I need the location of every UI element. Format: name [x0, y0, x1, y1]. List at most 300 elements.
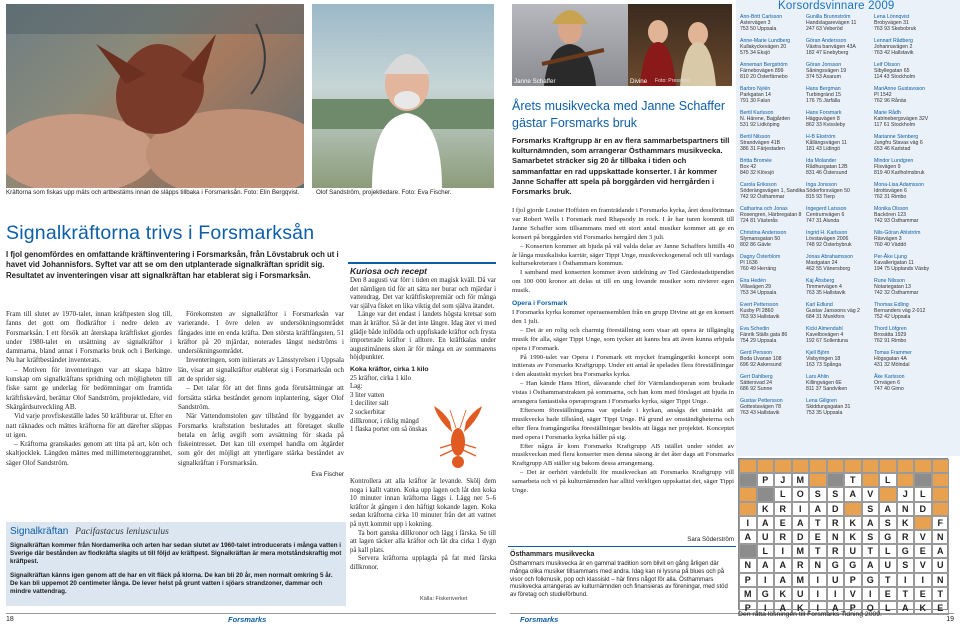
- winner-name: Lena Lönnqvist: [874, 14, 910, 20]
- crossword-cell: G: [844, 558, 862, 572]
- winner-name: Gerd Persson: [740, 350, 773, 356]
- paragraph: – Motiven för inventeringen var att skapa bättre kunskap om signalkräftans spridning och möjligheten till fiske samt ge underlag för bedömningar om framtida kräftfiskevård, berättar Olof Sandström, projektledare, vid Skärgårdsutveckling AB.: [6, 365, 172, 411]
- crossword-cell: O: [862, 601, 880, 615]
- crossword-cell: E: [914, 587, 932, 601]
- winner-city: 753 34 Uppsala: [740, 290, 777, 297]
- ingredient: 1 flaska porter om så önskas: [350, 426, 428, 434]
- paragraph: – Han kände Hans Hiort, dåvarande chef för Värmlandsoperan som brukade vistas i Östhammarstrakten på sommarna, och han kom med förslaget att bjuda in arrangera fantastiska operaprogram i Forsmarks kyrka, säger Tippi Unge.: [512, 380, 734, 406]
- crossword-cell: I: [792, 502, 810, 516]
- crossword-cell: I: [774, 544, 792, 558]
- winner-addr: Backören 123: [874, 212, 907, 219]
- fact-box-title-text: Signalkräftan: [10, 526, 69, 537]
- crossword-cell: A: [774, 573, 792, 587]
- crossword-cell: A: [774, 601, 792, 615]
- portrait-photo: [312, 4, 494, 188]
- winner-addr: Notariegatan 13: [874, 284, 911, 291]
- winner-addr: Timmervägen 4: [806, 284, 842, 291]
- crossword-cell: [897, 473, 915, 487]
- crossword-cell: R: [827, 516, 845, 530]
- winner-addr: Rådhusgatan 12B: [806, 164, 848, 171]
- crossword-cell: A: [739, 530, 757, 544]
- winner-name: Ida Molander: [806, 158, 837, 164]
- winner-name: Karl Edlund: [806, 302, 833, 308]
- byline: Eva Fischer: [311, 471, 344, 479]
- crossword-cell: [809, 473, 827, 487]
- article-headline: Signalkräftorna trivs i Forsmarksån: [6, 222, 315, 244]
- winner-entry: [874, 374, 960, 393]
- opera-photo: [628, 4, 732, 86]
- winner-entry: [874, 182, 960, 201]
- crossword-cell: I: [757, 601, 775, 615]
- paragraph: När Vattendomstolen gav tillstånd för byggandet av Forsmarks kraftstation beslutades att företaget skulle betala en årlig avgift som avsättning för skada på fiskeintresset. Det kan till exempel handla om åtgärder som gör det möjligt att ytterligare stärka beståndet av signalkräftan i Forsmarksån.: [178, 412, 344, 467]
- article-column-1: [6, 310, 172, 468]
- crossword-cell: N: [809, 558, 827, 572]
- crossword-cell: I: [739, 516, 757, 530]
- osth-box-title: Östhammars musikvecka: [510, 551, 595, 558]
- winner-addr: Centrumvägen 6: [806, 212, 845, 219]
- crossword-cell: M: [792, 473, 810, 487]
- winner-addr: Idrottsvägen 6: [874, 188, 907, 195]
- winner-city: 247 63 Veberöd: [806, 26, 843, 33]
- crossword-cell: [879, 487, 897, 501]
- winner-city: 724 81 Västerås: [740, 218, 778, 225]
- crossword-cell: V: [914, 530, 932, 544]
- winner-city: 862 33 Kvissleby: [806, 122, 846, 129]
- winner-entry: [874, 326, 960, 345]
- paragraph: Förekomsten av signalkräftor i Forsmarksån var varierande. I övre delen av undersökningsområdet fångades inte en enda kräfta. Den största kräftfångsten, 51 kräftor på 20 mjärdar, noterades längst nedströms i undersökningsområdet.: [178, 310, 344, 356]
- crossword-cell: T: [879, 573, 897, 587]
- crossword-cell: [914, 459, 932, 473]
- footer-left: [6, 613, 496, 623]
- winner-entry: [874, 38, 960, 57]
- crossword-cell: [862, 473, 880, 487]
- winner-name: Eira Hedén: [740, 278, 766, 284]
- crossword-cell: [827, 459, 845, 473]
- winner-city: 386 31 Färjestaden: [740, 146, 785, 153]
- winner-name: Ingrid H. Karlsson: [806, 230, 848, 236]
- winner-addr: Astervägen 3: [740, 20, 771, 27]
- crossword-cell: [932, 502, 950, 516]
- winner-addr: Såningsvägen 19: [806, 68, 847, 75]
- osth-box-text: Östhammars musikvecka är en gammal tradition som blivit en gång årligen där många olika musiker tillsammans med andra. Idag kan ni lyssna på blues och på visor och folkmusik, pop och klassiskt – här finns något för alla. Östhammars musikvecka arrangeras av kulturnämnden och finansieras av föreningar, med stöd av företag och studieförbund.: [510, 561, 728, 599]
- crayfish-icon: [420, 400, 496, 474]
- ingredient: Lag:: [350, 383, 363, 391]
- winner-city: 117 61 Stockholm: [874, 122, 916, 129]
- winner-addr: Hägguvägen 8: [806, 116, 840, 123]
- crossword-cell: L: [914, 487, 932, 501]
- winner-entry: [874, 302, 960, 321]
- crossword-cell: I: [809, 601, 827, 615]
- crossword-cell: N: [932, 530, 950, 544]
- crossword-caption: Den rätta lösningen till Forsmarks Tidning 2009.: [738, 611, 882, 618]
- crossword-cell: A: [862, 516, 880, 530]
- winner-city: 163 73 Spånga: [806, 362, 842, 369]
- winner-entry: [806, 398, 900, 417]
- winner-city: 462 55 Vänersborg: [806, 266, 851, 273]
- paragraph: I fjol gjorde Louise Hoffsten en framträdande i Forsmarks kyrka, året dessförinnan var Robert Wells i Forsmark med Rhapsody in rock. I år har turen kommit till Janne Schaffer som tillsammans med ett stort antal musiker kommer att ge en konsert på borggården vid Forsmarks herrgård den 3 juli.: [512, 207, 734, 241]
- fact-box-latin: Pacifastacus leniusculus: [75, 527, 169, 537]
- winner-city: 753 35 Uppsala: [806, 410, 843, 417]
- winner-addr: Skiddungsgatan 31: [806, 404, 851, 411]
- fact-box-text-2: Signalkräftan känns igen genom att de har en vit fläck på klorna. De kan bli 20 år, men normalt omkring 5 år. De kan bli uppemot 20 centimeter långa. De lever helst på grunt vatten i sjöars strandzoner, dammar och mindre vattendrag.: [10, 572, 333, 596]
- crossword-cell: [932, 487, 950, 501]
- crossword-cell: P: [739, 573, 757, 587]
- paragraph: – Det är oerhört värdefullt för musikveckan att Forsmarks Kraftgrupp vill samarbeta och vi på kulturnämnden har alltid verkligen uppskattat det, säger Tippi Unge.: [512, 469, 734, 495]
- crossword-cell: [844, 459, 862, 473]
- crossword-cell: K: [792, 601, 810, 615]
- crossword-cell: [757, 459, 775, 473]
- winner-city: 762 96 Rånäs: [874, 98, 907, 105]
- winner-name: Nils-Göran Ahlström: [874, 230, 921, 236]
- crossword-cell: N: [932, 573, 950, 587]
- crossword-cell: N: [739, 558, 757, 572]
- crossword-cell: K: [757, 502, 775, 516]
- crossword-cell: U: [879, 558, 897, 572]
- crossword-cell: T: [809, 516, 827, 530]
- winner-name: H-B Ekström: [806, 134, 836, 140]
- crossword-cell: G: [827, 558, 845, 572]
- article-column-2: [178, 310, 344, 479]
- winner-city: 763 35 Hallstavik: [806, 290, 846, 297]
- winner-addr: Bernanders väg 2-012: [874, 308, 926, 315]
- paragraph: I Forsmarks kyrka kommer operaensemblen från en grupp Divine att ge en konsert den 1 juli.: [512, 308, 734, 325]
- winner-addr: Gustav Janssons väg 2: [806, 308, 860, 315]
- winner-name: Bertil Karlsson: [740, 110, 774, 116]
- crossword-cell: L: [774, 487, 792, 501]
- winner-city: 760 49 Herräng: [740, 266, 777, 273]
- crossword-cell: S: [862, 502, 880, 516]
- winners-column-3: [874, 14, 960, 398]
- crossword-cell: E: [932, 601, 950, 615]
- winner-name: Ann-Britt Carlsson: [740, 14, 783, 20]
- crayfish-drawing: [420, 400, 496, 474]
- winner-entry: [874, 14, 960, 33]
- winner-addr: Boda Uvanan 108: [740, 356, 782, 363]
- winner-addr: Strandvägen 41B: [740, 140, 781, 147]
- winner-city: 763 93 Hallstavik: [740, 314, 780, 321]
- page-number-right: 19: [946, 616, 954, 623]
- winner-name: Britta Bromée: [740, 158, 772, 164]
- ingredient: 1 deciliter salt: [350, 400, 389, 408]
- crossword-cell: S: [862, 530, 880, 544]
- crossword-cell: V: [844, 587, 862, 601]
- paragraph: – Det är en rolig och charmig föreställning som visar att opera är tillgänglig musik för alla, säger Tippi Unge, som tycker att kanns bra att även kunna erbjuda opera i Forsmark.: [512, 326, 734, 352]
- crossword-cell: [739, 502, 757, 516]
- crossword-cell: L: [879, 473, 897, 487]
- photo-label-divine: Divine: [630, 78, 648, 85]
- winner-name: Lennart Rådberg: [874, 38, 913, 44]
- winner-city: 374 53 Asarum: [806, 74, 841, 81]
- winner-city: 747 31 Alunda: [806, 218, 840, 225]
- winner-entry: [874, 134, 960, 153]
- crossword-cell: S: [809, 487, 827, 501]
- winner-name: Dagny Österblom: [740, 254, 781, 260]
- paragraph: På 1990-talet var Opera i Forsmark ett mycket framgångsrikt koncept som initierats av Forsmarks Kraftgrupp. Under ett antal år spelades flera föreställningar i den akustiskt mycket bra Forsmarks kyrka.: [512, 353, 734, 379]
- winner-city: 194 75 Upplands Väsby: [874, 266, 930, 273]
- winner-city: 182 47 Enebyberg: [806, 50, 849, 57]
- crossword-cell: F: [932, 516, 950, 530]
- singers-illustration: [628, 4, 732, 86]
- winner-city: 431 32 Mölndal: [874, 362, 910, 369]
- crossword-cell: R: [792, 558, 810, 572]
- crossword-cell: K: [844, 516, 862, 530]
- winner-name: Thord Löfgren: [874, 326, 907, 332]
- winner-city: 653 46 Karlstad: [874, 146, 911, 153]
- paragraph: Kontrollera att alla kräftor är levande. Skölj dem noga i kallt vatten. Koka upp lagen och låt den koka 10 minuter innan kräftorna läggs i. Lägg ner 5–6 kräftor åt gången i den häftigt kokande lagen. Koka sedan kräftorna cirka 10 minuter från det att vattnet på nytt kommit upp i kokning.: [350, 478, 496, 528]
- music-lead: Forsmarks Kraftgrupp är en av flera sammarbetspartners till kulturnämnden, som arrangerar Östhammars musikvecka. Samarbetet sträcker sig 20 år tillbaka i tiden och sammanfattar en rad uppskattade konserter. I år kommer Janne Schaffer att spela på borggården vid herrgården i Forsmarks bruk.: [512, 136, 730, 197]
- winner-addr: Rävvägen 3: [874, 236, 902, 243]
- paragraph: Fram till slutet av 1970-talet, innan kräftpesten slog till, fanns det gott om flodkräftor i nedre delen av Forsmarksån. I ett försök att återskapa kräftfisket gjordes under 1980-talet en utsättning av signalkräftor i dammarna, bland annat i Forsmarks bruk och i Berkinge. Nu har kräftbeståndet inventerats.: [6, 310, 172, 365]
- winner-city: 763 42 Hallstavik: [874, 50, 914, 57]
- winner-city: 696 92 Askersund: [740, 362, 782, 369]
- winner-addr: Box 42: [740, 164, 757, 171]
- crossword-cell: [739, 459, 757, 473]
- crossword-cell: A: [932, 544, 950, 558]
- crossword-cell: [739, 487, 757, 501]
- photo-credit: Foto: Pressbild: [655, 78, 690, 84]
- crossword-cell: P: [757, 473, 775, 487]
- winner-city: 753 50 Uppsala: [740, 26, 777, 33]
- fact-box: [6, 522, 346, 606]
- crossword-cell: T: [932, 587, 950, 601]
- winner-name: Thomas Edling: [874, 302, 909, 308]
- winner-addr: Orrvägen 6: [874, 380, 900, 387]
- crossword-cell: T: [809, 544, 827, 558]
- winner-city: 762 31 Rimbo: [874, 194, 907, 201]
- recipe-subtitle: Koka kräftor, cirka 1 kilo: [350, 365, 429, 373]
- winner-name: Gustav Pettersson: [740, 398, 783, 404]
- crossword-cell: G: [757, 587, 775, 601]
- winner-name: Tomas Frammer: [874, 350, 912, 356]
- winner-name: Christina Andersson: [740, 230, 787, 236]
- winner-name: Kjell Björn: [806, 350, 830, 356]
- winner-city: 819 40 Karlholmsbruk: [874, 170, 925, 177]
- winner-entry: [874, 278, 960, 297]
- winner-city: 531 92 Lidköping: [740, 122, 780, 129]
- winner-addr: Kavelbovägen 4: [806, 332, 844, 339]
- winner-city: 686 92 Sunne: [740, 386, 773, 393]
- crossword-cell: [792, 459, 810, 473]
- winner-city: 752 42 Uppsala: [874, 314, 911, 321]
- ingredient: 3 liter vatten: [350, 391, 385, 399]
- winner-name: Carola Eriksson: [740, 182, 777, 188]
- winner-addr: Handslagarevägen 11: [806, 20, 857, 27]
- winner-city: 747 40 Gimo: [874, 386, 904, 393]
- crossword-cell: E: [914, 544, 932, 558]
- winner-name: Inga Jonsson: [806, 182, 837, 188]
- winner-name: Rune Nilsson: [874, 278, 905, 284]
- crossword-cell: R: [897, 530, 915, 544]
- crossword-cell: U: [827, 573, 845, 587]
- winner-entry: [874, 206, 960, 225]
- sidebar-title: Korsordsvinnare 2009: [778, 0, 895, 12]
- crossword-cell: I: [862, 587, 880, 601]
- crossword-cell: [879, 459, 897, 473]
- crossword-cell: A: [862, 558, 880, 572]
- winner-addr: Turbingränd 15: [806, 92, 841, 99]
- crossword-cell: P: [844, 573, 862, 587]
- winner-addr: Brobyvägen 31: [874, 20, 909, 27]
- winner-addr: Högsgatan 4A: [874, 356, 907, 363]
- paragraph: – Kräftorna granskades genom att titta på art, kön och skaltjocklek. Längden mättes med millimeternoggrannhet, säger Olof Sandström.: [6, 440, 172, 467]
- winner-name: Monika Olsson: [874, 206, 909, 212]
- crossword-cell: T: [862, 544, 880, 558]
- winner-name: Lena Gillgren: [806, 398, 837, 404]
- winner-addr: Pl 1542: [874, 92, 892, 99]
- crossword-cell: D: [827, 502, 845, 516]
- concert-photo: [512, 4, 628, 86]
- winner-city: 831 46 Östersund: [806, 170, 848, 177]
- crossword-cell: M: [792, 573, 810, 587]
- crossword-cell: I: [757, 573, 775, 587]
- winner-addr: Johannavägen 2: [874, 44, 913, 51]
- brand-logo-left: Forsmarks: [228, 615, 267, 624]
- recipe-title: Kuriosa och recept: [350, 266, 427, 276]
- crossword-cell: [774, 459, 792, 473]
- crossword-cell: I: [809, 573, 827, 587]
- winner-city: 114 43 Stockholm: [874, 74, 916, 81]
- guitarist-illustration: [512, 4, 628, 86]
- winner-city: 815 93 Tierp: [806, 194, 835, 201]
- crossword-cell: E: [774, 516, 792, 530]
- crossword-cell: [932, 473, 950, 487]
- paragraph: Eftersom föreställningarna var spelade i kyrkan, ansågs det utmärkt att musikvecka hade tillstånd, säger Tippi Unge. På grund av omständigheterna och efter flera framgångsrika föreställningar beslöts att lägga ner projektet. Konceptet med opera i Forsmarks kyrka håller på sig.: [512, 406, 734, 441]
- winner-entry: [874, 350, 960, 369]
- winner-city: 810 20 Österfärnebo: [740, 74, 788, 81]
- crossword-cell: O: [792, 487, 810, 501]
- crossword-cell: P: [739, 601, 757, 615]
- crossword-cell: V: [914, 558, 932, 572]
- winner-name: Marie Rådh: [874, 110, 901, 116]
- winner-name: Jonas Abrahamsson: [806, 254, 854, 260]
- paragraph: Ta bort ganska dillkronor och lägg i färska. Se till att lagen täcker alla kräftor och låt dra cirka 1 dygn på kall plats.: [350, 529, 496, 554]
- winner-entry: [874, 230, 960, 249]
- crossword-cell: A: [757, 558, 775, 572]
- crossword-cell: [827, 473, 845, 487]
- article-lead: I fjol genomfördes en omfattande kräftinventering i Forsmarksån, från Lövstabruk och ut i havet vid Johannisfors. Syftet var att se om den utplanterade signalkräftan spridit sig. Resultatet av inventeringen visar att signalkräftan har etablerat sig i Forsmarksån.: [6, 250, 339, 280]
- crossword-cell: J: [774, 473, 792, 487]
- crayfish-illustration: [6, 4, 304, 188]
- crossword-cell: J: [897, 487, 915, 501]
- recipe-rule: [348, 262, 496, 264]
- winner-entry: [874, 254, 960, 273]
- winner-name: Hans Forsmark: [806, 110, 842, 116]
- winner-city: 192 67 Sollentuna: [806, 338, 848, 345]
- crossword-cell: R: [827, 544, 845, 558]
- crossword-cell: [932, 459, 950, 473]
- crossword-cell: [739, 473, 757, 487]
- paragraph: Efter några år kom Forsmarks Kraftgrupp AB istället under stödet av musikveckan med flera konserter men denna säsong är det åter dags att Forsmarks Kraftgrupp AB ställer sig bakom dessa arrangemang.: [512, 442, 734, 468]
- paragraph: Länge var det endast i landets högsta kretsar som man åt kräftor. Så är det inte längre. Idag äter vi med glädje både infödda och uppfiskade kräftor och frysta importerade kräftor i alltore. En kräftkalas under augustimånens sken är för många en av sommarens höjdpunkter.: [350, 311, 496, 362]
- winner-city: 763 93 Skebobruk: [874, 26, 917, 33]
- crossword-cell: I: [914, 573, 932, 587]
- crossword-cell: G: [862, 573, 880, 587]
- music-byline: Sara Söderström: [687, 536, 734, 543]
- crossword-cell: G: [897, 544, 915, 558]
- winner-city: 684 31 Munkfors: [806, 314, 845, 321]
- winner-city: 748 92 Österbybruk: [806, 242, 852, 249]
- winner-addr: Sibyllegatan 65: [874, 68, 910, 75]
- winner-addr: Visbyringen 18: [806, 356, 841, 363]
- winner-name: Mindor Lundgren: [874, 158, 914, 164]
- winner-addr: Mastgatan 24: [806, 260, 838, 267]
- crossword-cell: [862, 459, 880, 473]
- crossword-cell: K: [914, 601, 932, 615]
- winner-addr: Söderängsvägen 1, Sandika: [740, 188, 806, 195]
- portrait-illustration: [312, 4, 494, 188]
- winner-addr: Lövstavägen 2006: [806, 236, 849, 243]
- crossword-cell: A: [844, 487, 862, 501]
- recipe-instructions: [350, 478, 496, 573]
- opera-subtitle: Opera i Forsmark: [512, 300, 568, 308]
- winner-addr: Katrinebergsvägen 32V: [874, 116, 929, 123]
- winner-name: Gert Dahlberg: [740, 374, 773, 380]
- crossword-cell: E: [809, 530, 827, 544]
- winner-addr: Söderforsvägen 50: [806, 188, 850, 195]
- winner-addr: Jungfru Stavas väg 6: [874, 140, 923, 147]
- crossword-cell: M: [792, 544, 810, 558]
- crossword-cell: A: [897, 601, 915, 615]
- crossword-cell: D: [792, 530, 810, 544]
- winner-addr: Kullakyckevägen 20: [740, 44, 787, 51]
- osth-box: [508, 546, 736, 608]
- paragraph: Servera kräftorna upplagda på fat med färska dillkronor.: [350, 555, 496, 571]
- crossword-cell: [897, 459, 915, 473]
- winner-addr: Flisvägen 9: [874, 164, 901, 171]
- winner-addr: Brosätta 1929: [874, 332, 907, 339]
- winner-entry: [874, 110, 960, 129]
- recipe-source: Källa: Fiskeriverket: [420, 596, 468, 602]
- winner-name: Barbro Nylén: [740, 86, 771, 92]
- winner-name: Åke Karlsson: [874, 374, 905, 380]
- winner-addr: Västra banvägen 43A: [806, 44, 856, 51]
- crossword-cell: R: [774, 530, 792, 544]
- crossword-grid: [739, 459, 949, 615]
- crossword-cell: S: [827, 487, 845, 501]
- crossword-cell: V: [862, 487, 880, 501]
- crossword-cell: I: [809, 587, 827, 601]
- winner-addr: Färnebovägen 899: [740, 68, 784, 75]
- winner-name: Mona-Lisa Adamsson: [874, 182, 924, 188]
- paragraph: – Konserten kommer att bjuda på väl valda delar av Janne Schaffers hittills 40 år långa musikaliska karriär, säger Tippi Unge, musikveckogeneral och till vardags kultursekreterare i Östhammars kommun.: [512, 242, 734, 268]
- crossword-cell: A: [757, 516, 775, 530]
- crossword-cell: A: [809, 502, 827, 516]
- crossword-solution: [738, 458, 948, 613]
- winner-name: Lars Ahlin: [806, 374, 829, 380]
- crossword-cell: P: [844, 601, 862, 615]
- winner-city: 181 43 Lidingö: [806, 146, 841, 153]
- crossword-cell: N: [827, 530, 845, 544]
- crossword-cell: K: [897, 516, 915, 530]
- crossword-cell: A: [827, 601, 845, 615]
- fact-box-text-1: Signalkräftan kommer från Nordamerika och arten har sedan slutet av 1960-talet introducerats i många vatten i Sverige där bestånden av flodkräfta slagits ut till följd av kräftpest. Signalkräftan är mera motståndskraftig mot kräftpest.: [10, 542, 342, 566]
- winner-name: Kaj Åhsberg: [806, 278, 835, 284]
- crossword-cell: S: [879, 516, 897, 530]
- crossword-cell: S: [897, 558, 915, 572]
- crossword-cell: R: [774, 502, 792, 516]
- winner-addr: Gottestavägen 78: [740, 404, 781, 411]
- winner-name: Gunilla Brunnström: [806, 14, 851, 20]
- winner-addr: Parkgatan 14: [740, 92, 771, 99]
- winner-name: Hans Bergman: [806, 86, 841, 92]
- crossword-cell: [739, 544, 757, 558]
- winner-addr: Pl 1636: [740, 260, 758, 267]
- winner-name: MariAnne Gustavsson: [874, 86, 926, 92]
- winner-addr: Killingvägen 6E: [806, 380, 842, 387]
- paragraph: Inventeringen, som initierats av Länsstyrelsen i Uppsala län, visar att signalkräftor etablerat sig i Forsmarksån och att de sprider sig.: [178, 356, 344, 384]
- winner-city: 742 93 Östhammar: [874, 218, 919, 225]
- winner-addr: Rosengren, Härbregatan 8: [740, 212, 802, 219]
